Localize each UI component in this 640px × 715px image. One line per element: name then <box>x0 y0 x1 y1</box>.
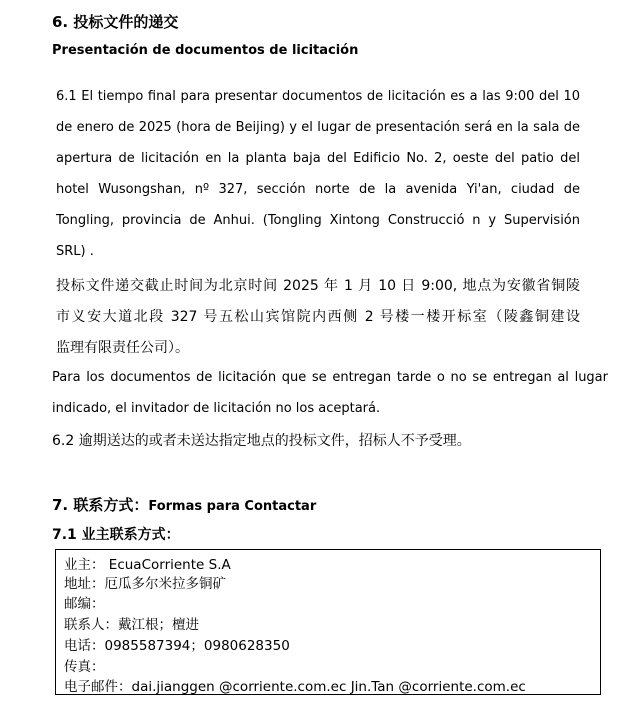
section-7-1-subheading: 7.1 业主联系方式： <box>52 527 180 543</box>
contact-email: 电子邮件：dai.jianggen @corriente.com.ec Jin.Tan @corriente.com.ec <box>64 679 526 695</box>
paragraph-line: 市义安大道北段 327 号五松山宾馆院内西侧 2 号楼一楼开标室（陵鑫铜建设 <box>56 309 580 325</box>
paragraph-line: 投标文件递交截止时间为北京时间 2025 年 1 月 10 日 9:00, 地点为安徽省铜陵 <box>56 278 580 294</box>
section-7-heading-es: Formas para Contactar <box>148 499 317 514</box>
section-7-heading <box>52 494 316 515</box>
paragraph-line: Tongling, provincia de Anhui. (Tongling Xintong Construcció n y Supervisión <box>56 213 580 228</box>
contact-phone: 电话：0985587394；0980628350 <box>64 638 290 654</box>
section-7-heading-cn: 7. 联系方式： <box>52 496 149 514</box>
paragraph-line: 6.1 El tiempo final para presentar documentos de licitación es a las 9:00 del 10 <box>56 89 580 104</box>
contact-owner: 业主： EcuaCorriente S.A <box>64 557 231 573</box>
paragraph-line: 监理有限责任公司）。 <box>56 340 189 356</box>
contact-address: 地址：厄瓜多尔米拉多铜矿 <box>64 576 226 592</box>
paragraph-line: apertura de licitación en la planta baja del Edificio No. 2, oeste del patio del <box>56 151 580 166</box>
paragraph-line: SRL) . <box>56 244 94 259</box>
paragraph-line: de enero de 2025 (hora de Beijing) y el lugar de presentación será en la sala de <box>56 120 580 135</box>
contact-box <box>55 549 601 695</box>
contact-fax: 传真： <box>64 659 105 675</box>
section-6-heading: 6. 投标文件的递交 <box>52 13 179 31</box>
section-6-subheading: Presentación de documentos de licitación <box>52 43 359 58</box>
paragraph-line: hotel Wusongshan, nº 327, sección norte de la avenida Yi'an, ciudad de <box>56 182 580 197</box>
paragraph-line: indicado, el invitador de licitación no los aceptará. <box>52 401 381 416</box>
paragraph-6-2: 6.2 逾期送达的或者未送达指定地点的投标文件，招标人不予受理。 <box>52 433 471 449</box>
contact-postcode: 邮编： <box>64 596 105 612</box>
contact-person: 联系人：戴江根；檀进 <box>64 617 199 633</box>
paragraph-line: Para los documentos de licitación que se entregan tarde o no se entregan al lugar <box>52 370 608 385</box>
